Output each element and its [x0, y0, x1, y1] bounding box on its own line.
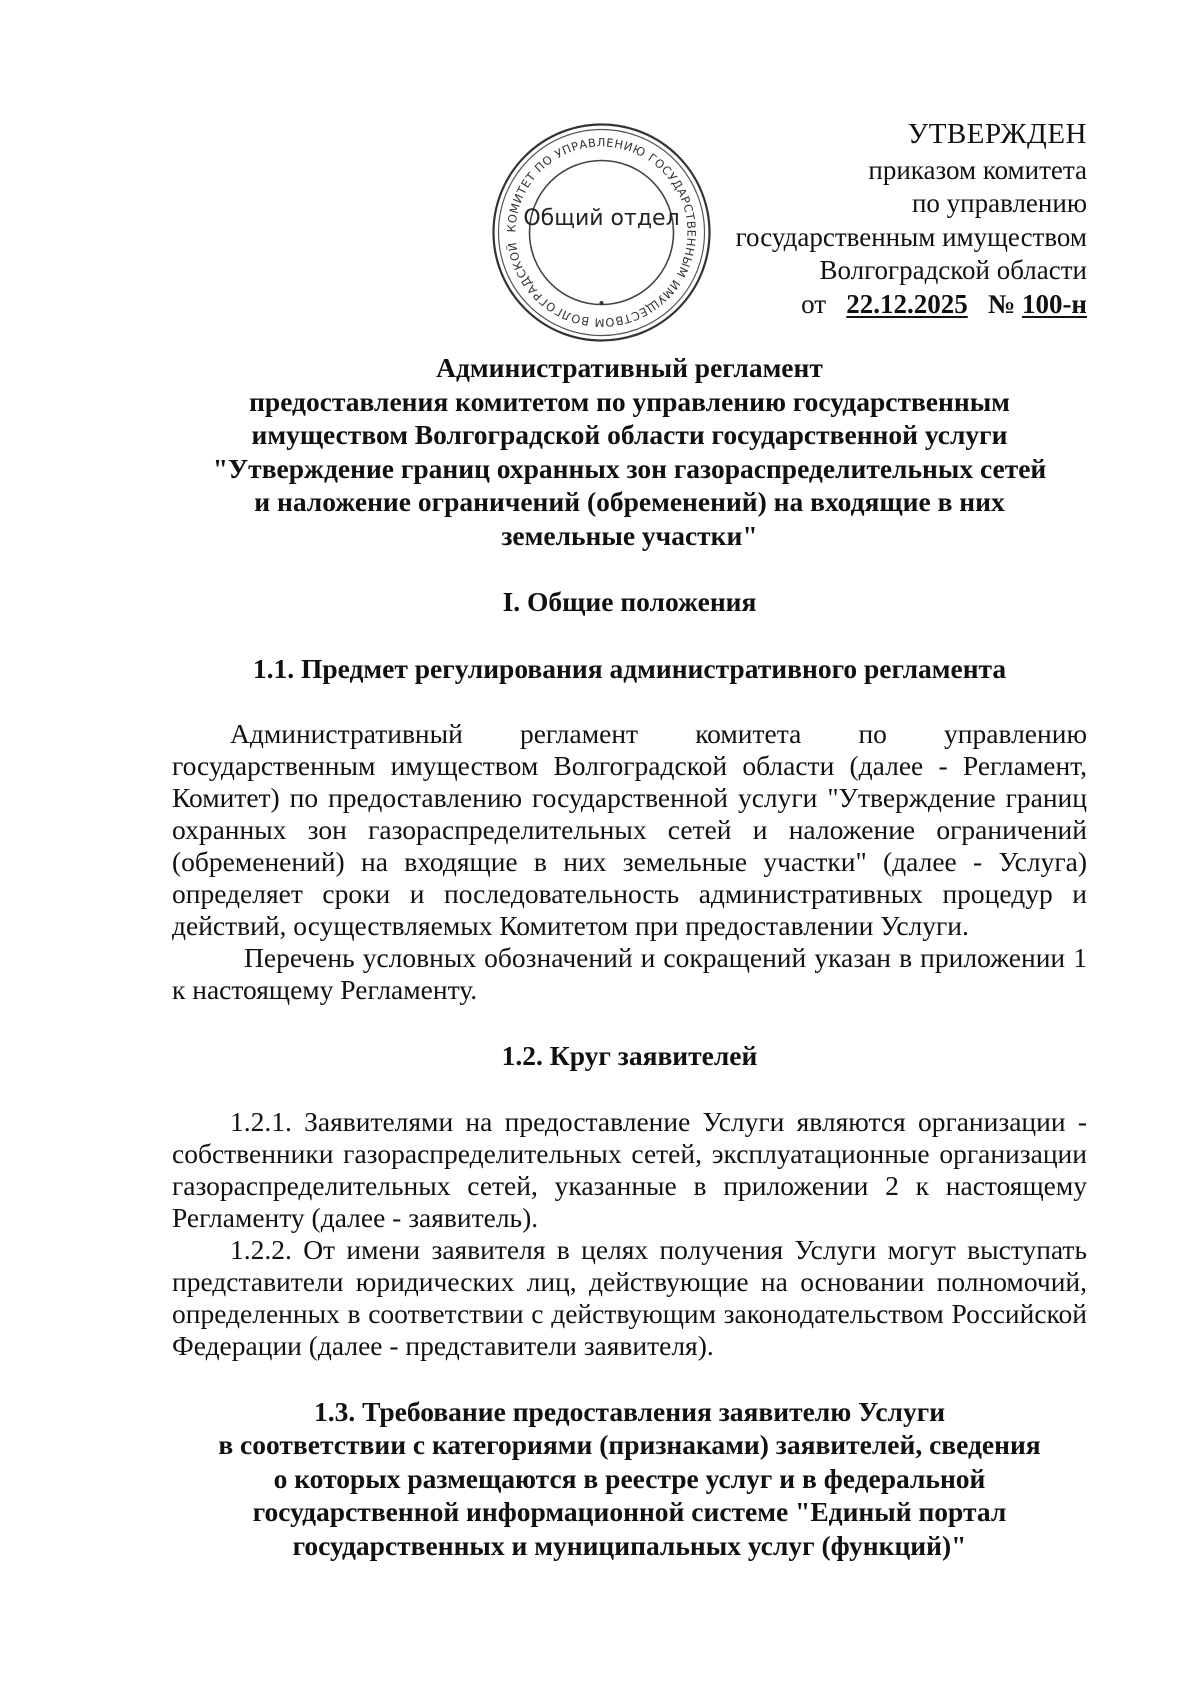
subsection-heading-1-1: 1.1. Предмет регулирования административного регламента: [252, 652, 1007, 684]
approval-line-2: по управлению: [911, 188, 1087, 218]
title-line: и наложение ограничений (обременений) на входящие в них: [254, 486, 1005, 517]
order-line: [687, 288, 1087, 322]
approval-line-3: государственным имуществом: [735, 221, 1087, 252]
approval-line-1: приказом комитета: [868, 154, 1087, 185]
heading-line: в соответствии с категориями (признаками) заявителей, сведения: [218, 1429, 1041, 1460]
approval-heading: УТВЕРЖДЕН: [907, 118, 1087, 150]
subsection-heading-1-2: 1.2. Круг заявителей: [501, 1040, 758, 1071]
stamp-ring-text: КОМИТЕТ ПО УПРАВЛЕНИЮ ГОСУДАРСТВЕННЫМ ИМУЩЕСТВОМ ВОЛГОГРАДСКОЙ: [504, 135, 699, 330]
heading-line: 1.3. Требование предоставления заявителю Услуги: [313, 1395, 946, 1427]
paragraph: Перечень условных обозначений и сокращений указан в приложении 1 к настоящему Регламенту.: [172, 942, 1087, 1005]
approval-line-4: Волгоградской области: [819, 255, 1087, 285]
paragraph: Административный регламент комитета по управлению государственным имуществом Волгоградской области (далее - Регламент, Комитет) по предоставлению государственной услуги "Утверждение границ охранных зон газораспределительных сетей и наложение ограничений (обременений) на входящие в них земельные участки" (далее - Услуга) определяет сроки и последовательность административных процедур и действий, осуществляемых Комитетом при предоставлении Услуги.: [172, 718, 1087, 941]
title-line: "Утверждение границ охранных зон газораспределительных сетей: [212, 452, 1047, 484]
paragraph: 1.2.2. От имени заявителя в целях получения Услуги могут выступать представители юридических лиц, действующие на основании полномочий, определенных в соответствии с действующим законодательством Российской Федерации (далее - представители заявителя).: [172, 1233, 1087, 1361]
title-line: предоставления комитетом по управлению государственным: [249, 385, 1010, 417]
stamp-seal-icon: [489, 120, 714, 345]
heading-line: государственных и муниципальных услуг (функций)": [292, 1529, 967, 1561]
approval-block: [687, 118, 1087, 321]
title-line: имуществом Волгоградской области государственной услуги: [251, 419, 1008, 450]
subsection-heading-1-3: [172, 1395, 1087, 1563]
title-line: Административный регламент: [436, 352, 823, 383]
order-number-sign: №: [988, 288, 1016, 319]
order-prefix: от: [801, 288, 827, 319]
office-stamp: [489, 120, 714, 345]
document-title: [172, 351, 1087, 552]
document-body: [172, 351, 1087, 1562]
paragraph: 1.2.1. Заявителями на предоставление Услуги являются организации - собственники газораспределительных сетей, эксплуатационные организации газораспределительных сетей, указанные в приложении 2 к настоящему Регламенту (далее - заявитель).: [172, 1105, 1087, 1233]
section-heading: I. Общие положения: [502, 586, 757, 617]
heading-line: о которых размещаются в реестре услуг и в федеральной: [273, 1462, 986, 1494]
stamp-center-text: Общий отдел: [523, 206, 680, 231]
order-date: 22.12.2025: [846, 288, 968, 319]
heading-line: государственной информационной системе "Единый портал: [252, 1496, 1007, 1527]
order-number: 100-н: [1021, 288, 1087, 319]
title-line: земельные участки": [501, 519, 758, 551]
